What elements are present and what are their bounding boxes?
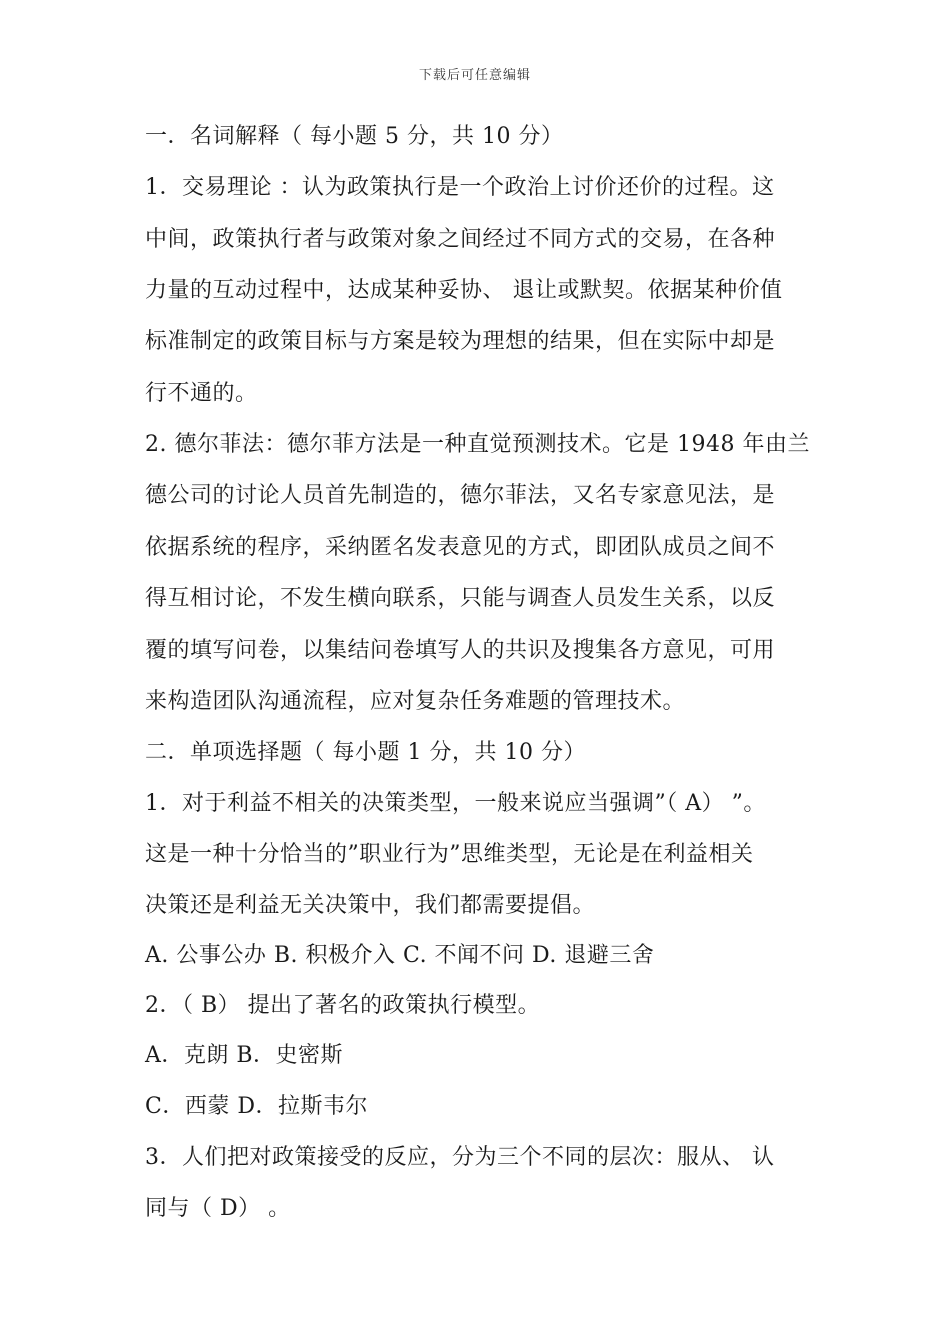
paragraph-line: 覆的填写问卷，以集结问卷填写人的共识及搜集各方意见，可用 <box>145 638 776 663</box>
paragraph-line: 力量的互动过程中，达成某种妥协、 退让或默契。依据某种价值 <box>145 278 783 303</box>
paragraph-line: 中间，政策执行者与政策对象之间经过不同方式的交易，在各种 <box>145 227 776 252</box>
page-header: 下载后可任意编辑 <box>418 68 531 83</box>
section-one-heading: 一．名词解释（ 每小题 5 分，共 10 分） <box>145 124 564 149</box>
paragraph-line: 2. 德尔菲法：德尔菲方法是一种直觉预测技术。它是 1948 年由兰 <box>145 432 810 457</box>
options-line: A. 公事公办 B. 积极介入 C. 不闻不问 D. 退避三舍 <box>145 943 655 968</box>
question-line: 这是一种十分恰当的”职业行为”思维类型，无论是在利益相关 <box>145 842 754 867</box>
paragraph-line: 德公司的讨论人员首先制造的，德尔菲法，又名专家意见法，是 <box>145 483 776 508</box>
question-line: 1．对于利益不相关的决策类型，一般来说应当强调”（ A） ”。 <box>145 791 766 816</box>
question-line: 3．人们把对政策接受的反应，分为三个不同的层次：服从、 认 <box>145 1145 775 1170</box>
paragraph-line: 来构造团队沟通流程，应对复杂任务难题的管理技术。 <box>145 689 686 714</box>
paragraph-line: 行不通的。 <box>145 381 258 406</box>
section-two-heading: 二．单项选择题（ 每小题 1 分，共 10 分） <box>145 740 586 765</box>
paragraph-line: 得互相讨论，不发生横向联系，只能与调查人员发生关系，以反 <box>145 586 776 611</box>
paragraph-line: 标准制定的政策目标与方案是较为理想的结果，但在实际中却是 <box>145 329 776 354</box>
question-line: 同与（ D） 。 <box>145 1196 291 1221</box>
question-line: 决策还是利益无关决策中，我们都需要提倡。 <box>145 893 596 918</box>
paragraph-line: 1．交易理论 ：认为政策执行是一个政治上讨价还价的过程。这 <box>145 175 775 200</box>
paragraph-line: 依据系统的程序，采纳匿名发表意见的方式，即团队成员之间不 <box>145 535 776 560</box>
question-line: 2．（ B） 提出了著名的政策执行模型。 <box>145 993 541 1018</box>
options-line: C．西蒙 D．拉斯韦尔 <box>145 1094 368 1119</box>
options-line: A．克朗 B．史密斯 <box>145 1043 344 1068</box>
